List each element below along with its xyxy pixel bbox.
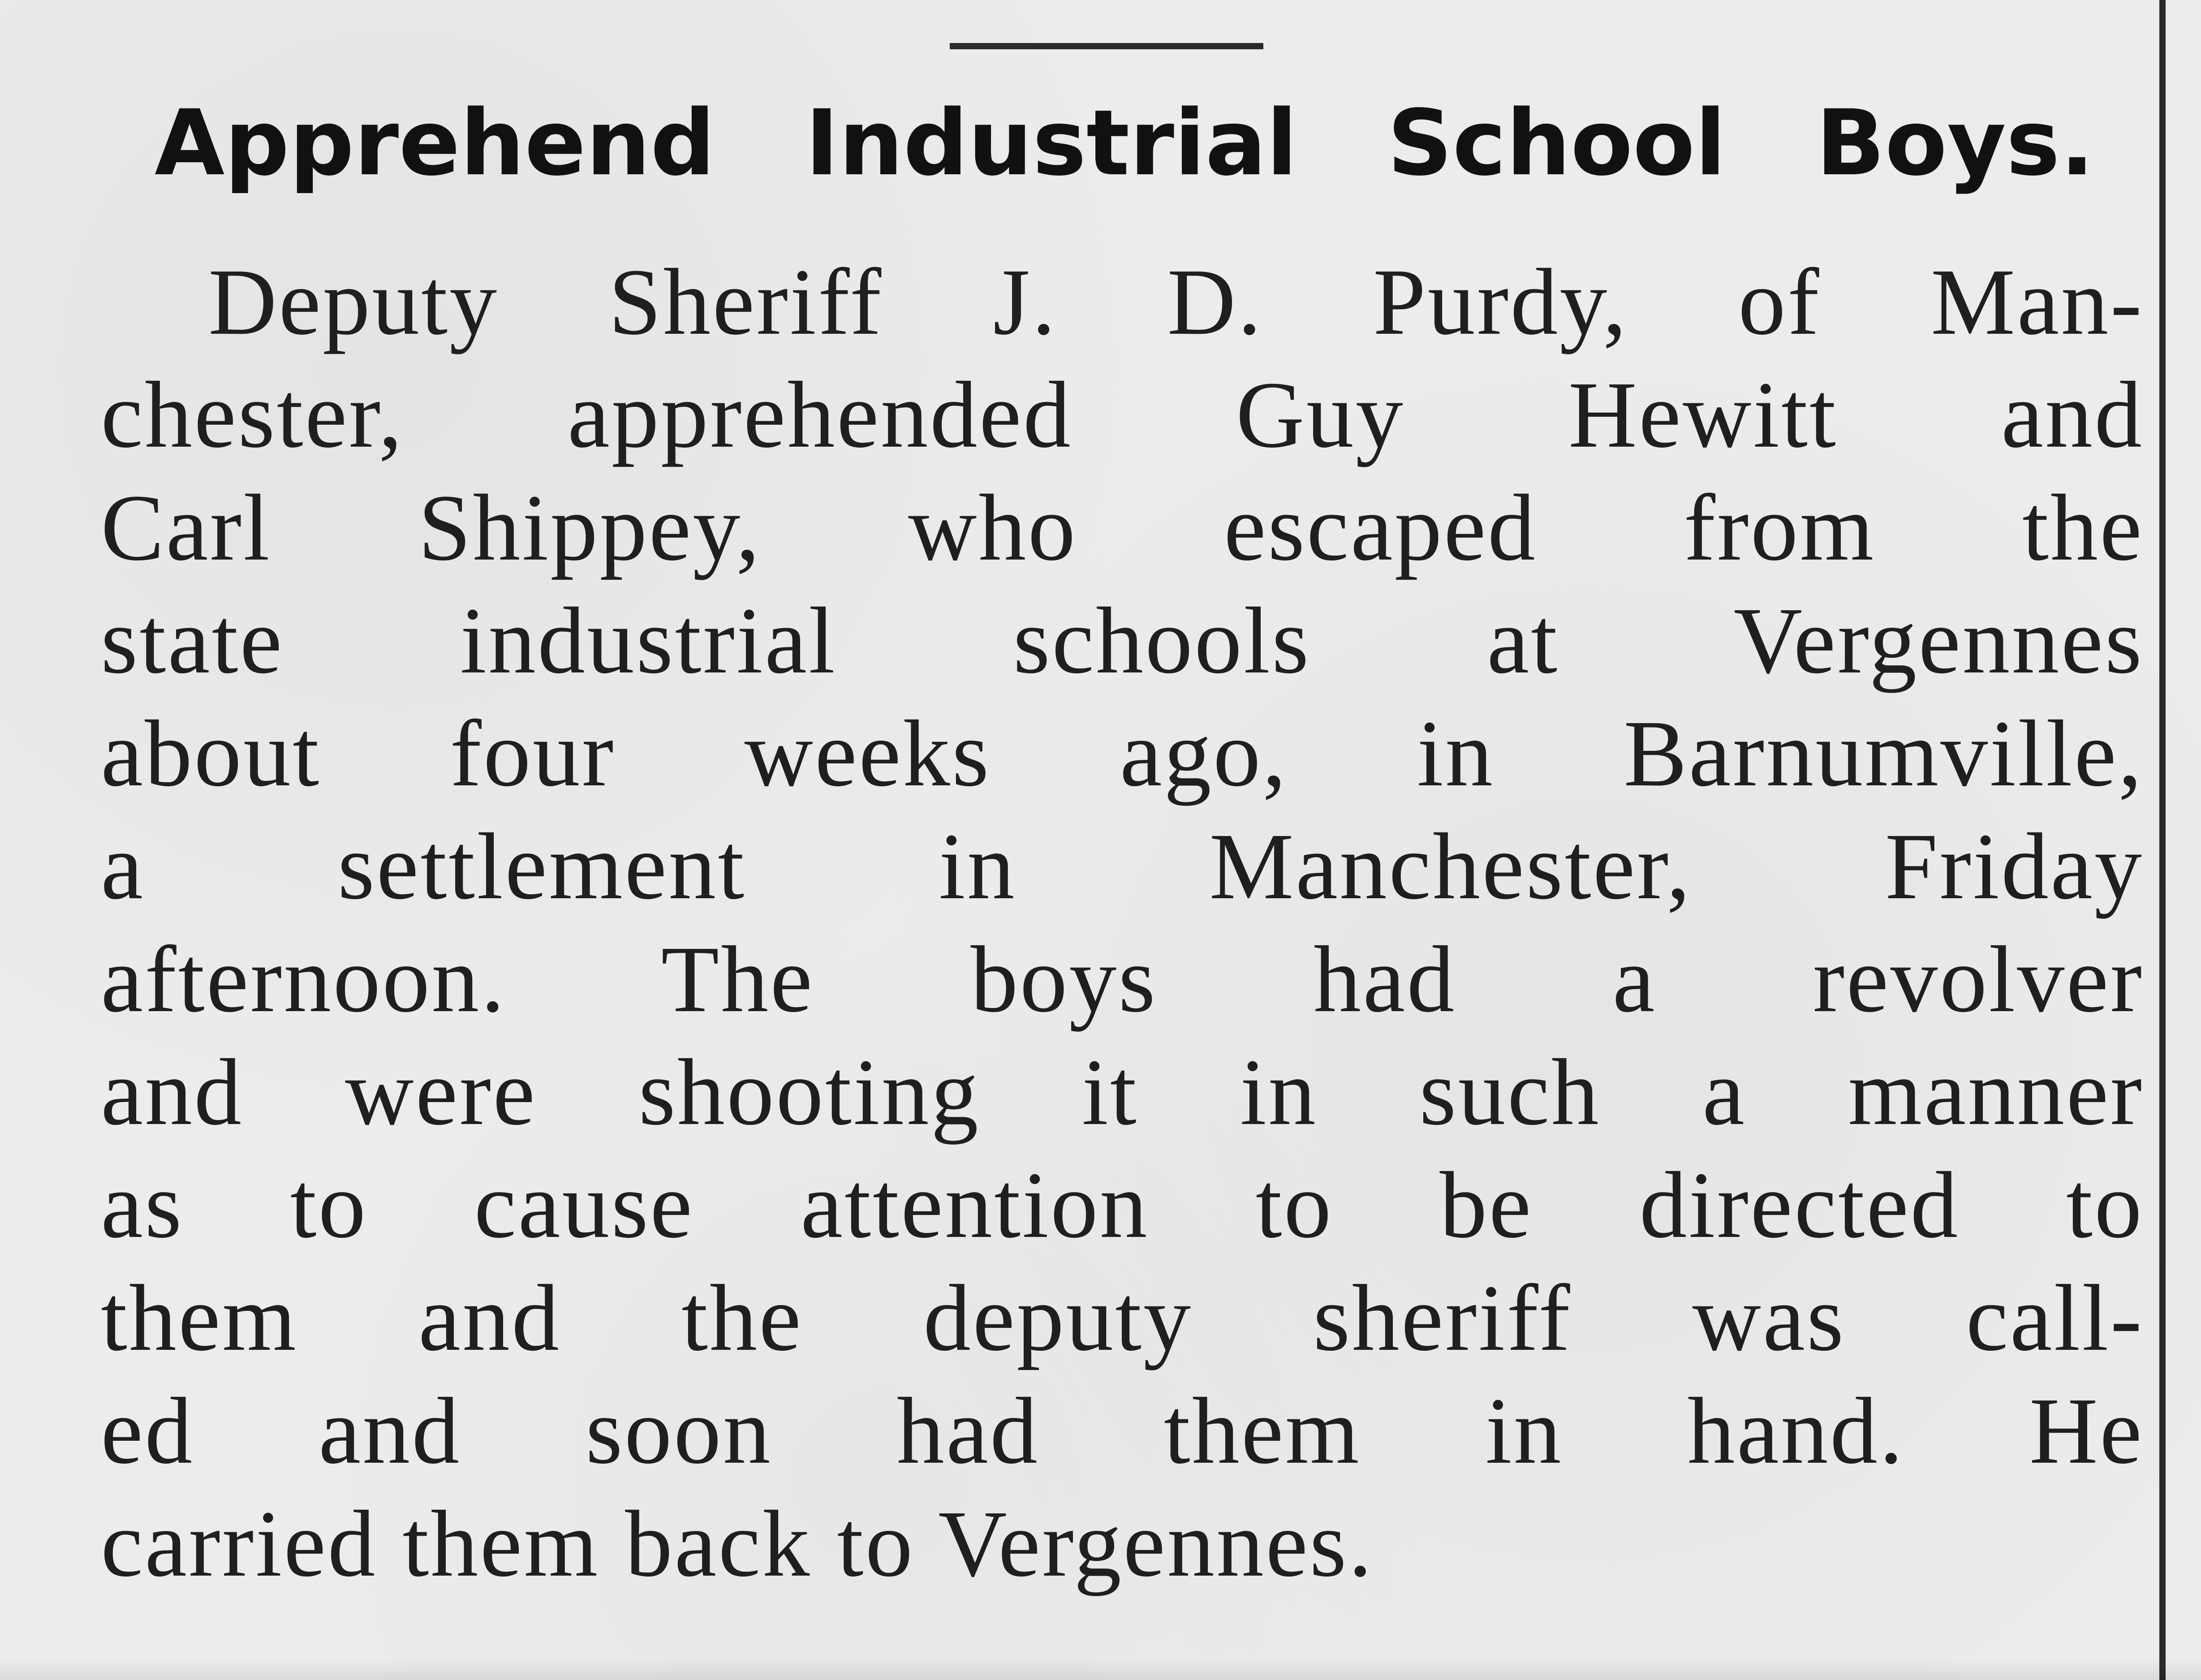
headline-word: Industrial <box>805 90 1297 196</box>
headline-word: School <box>1387 90 1726 196</box>
page-edge-shadow <box>0 1658 2201 1680</box>
headline-word: Apprehend <box>155 90 715 196</box>
top-divider-rule <box>950 43 1263 49</box>
article-line: Carl Shippey, who escaped from the <box>101 475 2144 580</box>
article-line: them and the deputy sheriff was call- <box>101 1265 2144 1370</box>
article-line: carried them back to Vergennes. <box>101 1491 1374 1596</box>
article-line: about four weeks ago, in Barnumville, <box>101 701 2144 806</box>
article-body <box>101 246 2144 1600</box>
column-divider-rule <box>2159 0 2166 1680</box>
article-line: chester, apprehended Guy Hewitt and <box>101 362 2144 467</box>
article-headline <box>155 90 2094 196</box>
article-line: a settlement in Manchester, Friday <box>101 814 2144 919</box>
article-line: state industrial schools at Vergennes <box>101 588 2144 693</box>
article-line: as to cause attention to be directed to <box>101 1152 2144 1258</box>
article-line: ed and soon had them in hand. He <box>101 1378 2144 1483</box>
article-line: afternoon. The boys had a revolver <box>101 926 2144 1032</box>
headline-word: Boys. <box>1816 90 2094 196</box>
article-line: Deputy Sheriff J. D. Purdy, of Man- <box>208 249 2144 354</box>
article-line: and were shooting it in such a manner <box>101 1039 2144 1145</box>
